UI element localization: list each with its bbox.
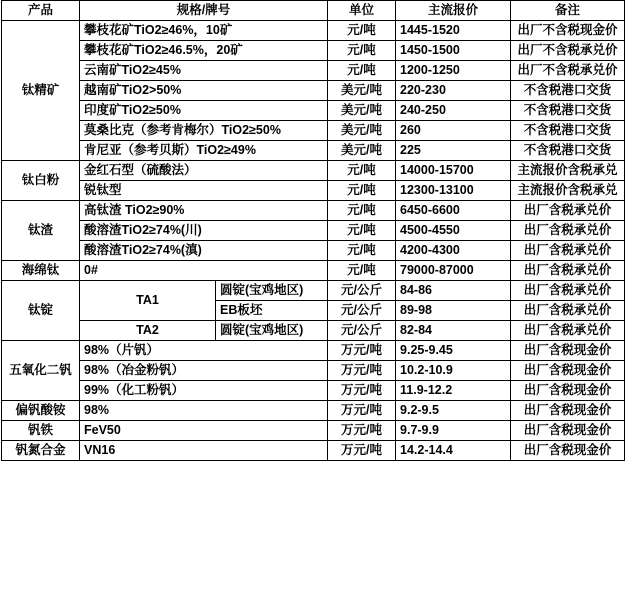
unit-cell: 元/吨	[328, 181, 396, 201]
price-cell: 1450-1500	[396, 41, 511, 61]
unit-cell: 元/公斤	[328, 301, 396, 321]
table-row	[2, 61, 625, 81]
column-header: 规格/牌号	[80, 1, 328, 21]
table-row	[2, 381, 625, 401]
unit-cell: 万元/吨	[328, 381, 396, 401]
table-row	[2, 181, 625, 201]
unit-cell: 万元/吨	[328, 361, 396, 381]
spec-cell: 莫桑比克（参考肯梅尔）TiO2≥50%	[80, 121, 328, 141]
price-cell: 79000-87000	[396, 261, 511, 281]
product-category-cell: 钒氮合金	[2, 441, 80, 461]
table-row	[2, 221, 625, 241]
column-header: 备注	[511, 1, 625, 21]
price-cell: 1445-1520	[396, 21, 511, 41]
unit-cell: 万元/吨	[328, 421, 396, 441]
table-row	[2, 261, 625, 281]
product-category-cell: 海绵钛	[2, 261, 80, 281]
column-header: 产品	[2, 1, 80, 21]
table-row	[2, 81, 625, 101]
product-category-cell: 钛白粉	[2, 161, 80, 201]
note-cell: 主流报价含税承兑	[511, 181, 625, 201]
note-cell: 出厂含税承兑价	[511, 301, 625, 321]
product-category-cell: 钛锭	[2, 281, 80, 341]
note-cell: 出厂含税承兑价	[511, 261, 625, 281]
note-cell: 不含税港口交货	[511, 81, 625, 101]
price-cell: 1200-1250	[396, 61, 511, 81]
unit-cell: 元/吨	[328, 241, 396, 261]
column-header: 单位	[328, 1, 396, 21]
spec-cell: VN16	[80, 441, 328, 461]
price-cell: 9.25-9.45	[396, 341, 511, 361]
spec-cell: 攀枝花矿TiO2≥46%，10矿	[80, 21, 328, 41]
product-category-cell: 五氧化二钒	[2, 341, 80, 401]
note-cell: 出厂不含税承兑价	[511, 61, 625, 81]
table-header-row	[2, 1, 625, 21]
price-cell: 84-86	[396, 281, 511, 301]
unit-cell: 美元/吨	[328, 101, 396, 121]
note-cell: 不含税港口交货	[511, 121, 625, 141]
spec-cell: 印度矿TiO2≥50%	[80, 101, 328, 121]
table-row	[2, 141, 625, 161]
column-header: 主流报价	[396, 1, 511, 21]
price-cell: 14.2-14.4	[396, 441, 511, 461]
unit-cell: 元/吨	[328, 41, 396, 61]
table-row	[2, 161, 625, 181]
spec-cell: 98%（冶金粉钒）	[80, 361, 328, 381]
spec-cell: 锐钛型	[80, 181, 328, 201]
product-category-cell: 偏钒酸铵	[2, 401, 80, 421]
spec-cell: 云南矿TiO2≥45%	[80, 61, 328, 81]
unit-cell: 元/吨	[328, 61, 396, 81]
price-cell: 4200-4300	[396, 241, 511, 261]
unit-cell: 元/吨	[328, 201, 396, 221]
grade-cell: TA1	[80, 281, 216, 321]
note-cell: 出厂含税承兑价	[511, 321, 625, 341]
spec-cell: 99%（化工粉钒）	[80, 381, 328, 401]
unit-cell: 元/公斤	[328, 321, 396, 341]
product-category-cell: 钛渣	[2, 201, 80, 261]
unit-cell: 美元/吨	[328, 81, 396, 101]
note-cell: 出厂含税现金价	[511, 361, 625, 381]
table-row	[2, 421, 625, 441]
note-cell: 出厂含税承兑价	[511, 241, 625, 261]
unit-cell: 美元/吨	[328, 141, 396, 161]
price-cell: 11.9-12.2	[396, 381, 511, 401]
spec-cell: 酸溶渣TiO2≥74%(滇)	[80, 241, 328, 261]
price-cell: 220-230	[396, 81, 511, 101]
table-row	[2, 121, 625, 141]
note-cell: 出厂不含税现金价	[511, 21, 625, 41]
note-cell: 出厂含税承兑价	[511, 221, 625, 241]
price-cell: 82-84	[396, 321, 511, 341]
unit-cell: 元/吨	[328, 21, 396, 41]
spec-cell: 攀枝花矿TiO2≥46.5%，20矿	[80, 41, 328, 61]
spec-cell: 酸溶渣TiO2≥74%(川)	[80, 221, 328, 241]
note-cell: 不含税港口交货	[511, 141, 625, 161]
note-cell: 出厂含税现金价	[511, 441, 625, 461]
price-cell: 9.2-9.5	[396, 401, 511, 421]
table-row	[2, 321, 625, 341]
table-row	[2, 341, 625, 361]
note-cell: 出厂含税现金价	[511, 341, 625, 361]
price-cell: 10.2-10.9	[396, 361, 511, 381]
price-cell: 260	[396, 121, 511, 141]
price-cell: 9.7-9.9	[396, 421, 511, 441]
note-cell: 出厂含税承兑价	[511, 201, 625, 221]
unit-cell: 万元/吨	[328, 441, 396, 461]
price-cell: 240-250	[396, 101, 511, 121]
spec-cell: 0#	[80, 261, 328, 281]
unit-cell: 万元/吨	[328, 341, 396, 361]
price-table	[1, 0, 625, 461]
unit-cell: 万元/吨	[328, 401, 396, 421]
note-cell: 出厂含税现金价	[511, 421, 625, 441]
spec-cell: 金红石型（硫酸法）	[80, 161, 328, 181]
unit-cell: 元/公斤	[328, 281, 396, 301]
note-cell: 出厂不含税承兑价	[511, 41, 625, 61]
table-row	[2, 441, 625, 461]
spec-cell: 越南矿TiO2>50%	[80, 81, 328, 101]
price-cell: 89-98	[396, 301, 511, 321]
price-cell: 225	[396, 141, 511, 161]
spec-cell: 圆锭(宝鸡地区)	[216, 321, 328, 341]
price-cell: 12300-13100	[396, 181, 511, 201]
spec-cell: 圆锭(宝鸡地区)	[216, 281, 328, 301]
price-cell: 6450-6600	[396, 201, 511, 221]
note-cell: 不含税港口交货	[511, 101, 625, 121]
spec-cell: 98%（片钒）	[80, 341, 328, 361]
table-row	[2, 21, 625, 41]
spec-cell: 高钛渣 TiO2≥90%	[80, 201, 328, 221]
table-row	[2, 401, 625, 421]
note-cell: 主流报价含税承兑	[511, 161, 625, 181]
unit-cell: 元/吨	[328, 261, 396, 281]
grade-cell: TA2	[80, 321, 216, 341]
table-row	[2, 361, 625, 381]
price-cell: 14000-15700	[396, 161, 511, 181]
table-row	[2, 101, 625, 121]
note-cell: 出厂含税承兑价	[511, 281, 625, 301]
unit-cell: 美元/吨	[328, 121, 396, 141]
table-row	[2, 281, 625, 301]
table-row	[2, 201, 625, 221]
spec-cell: FeV50	[80, 421, 328, 441]
note-cell: 出厂含税现金价	[511, 401, 625, 421]
table-row	[2, 41, 625, 61]
note-cell: 出厂含税现金价	[511, 381, 625, 401]
spec-cell: 肯尼亚（参考贝斯）TiO2≥49%	[80, 141, 328, 161]
unit-cell: 元/吨	[328, 221, 396, 241]
spec-cell: 98%	[80, 401, 328, 421]
product-category-cell: 钛精矿	[2, 21, 80, 161]
spec-cell: EB板坯	[216, 301, 328, 321]
unit-cell: 元/吨	[328, 161, 396, 181]
product-category-cell: 钒铁	[2, 421, 80, 441]
price-cell: 4500-4550	[396, 221, 511, 241]
table-row	[2, 241, 625, 261]
